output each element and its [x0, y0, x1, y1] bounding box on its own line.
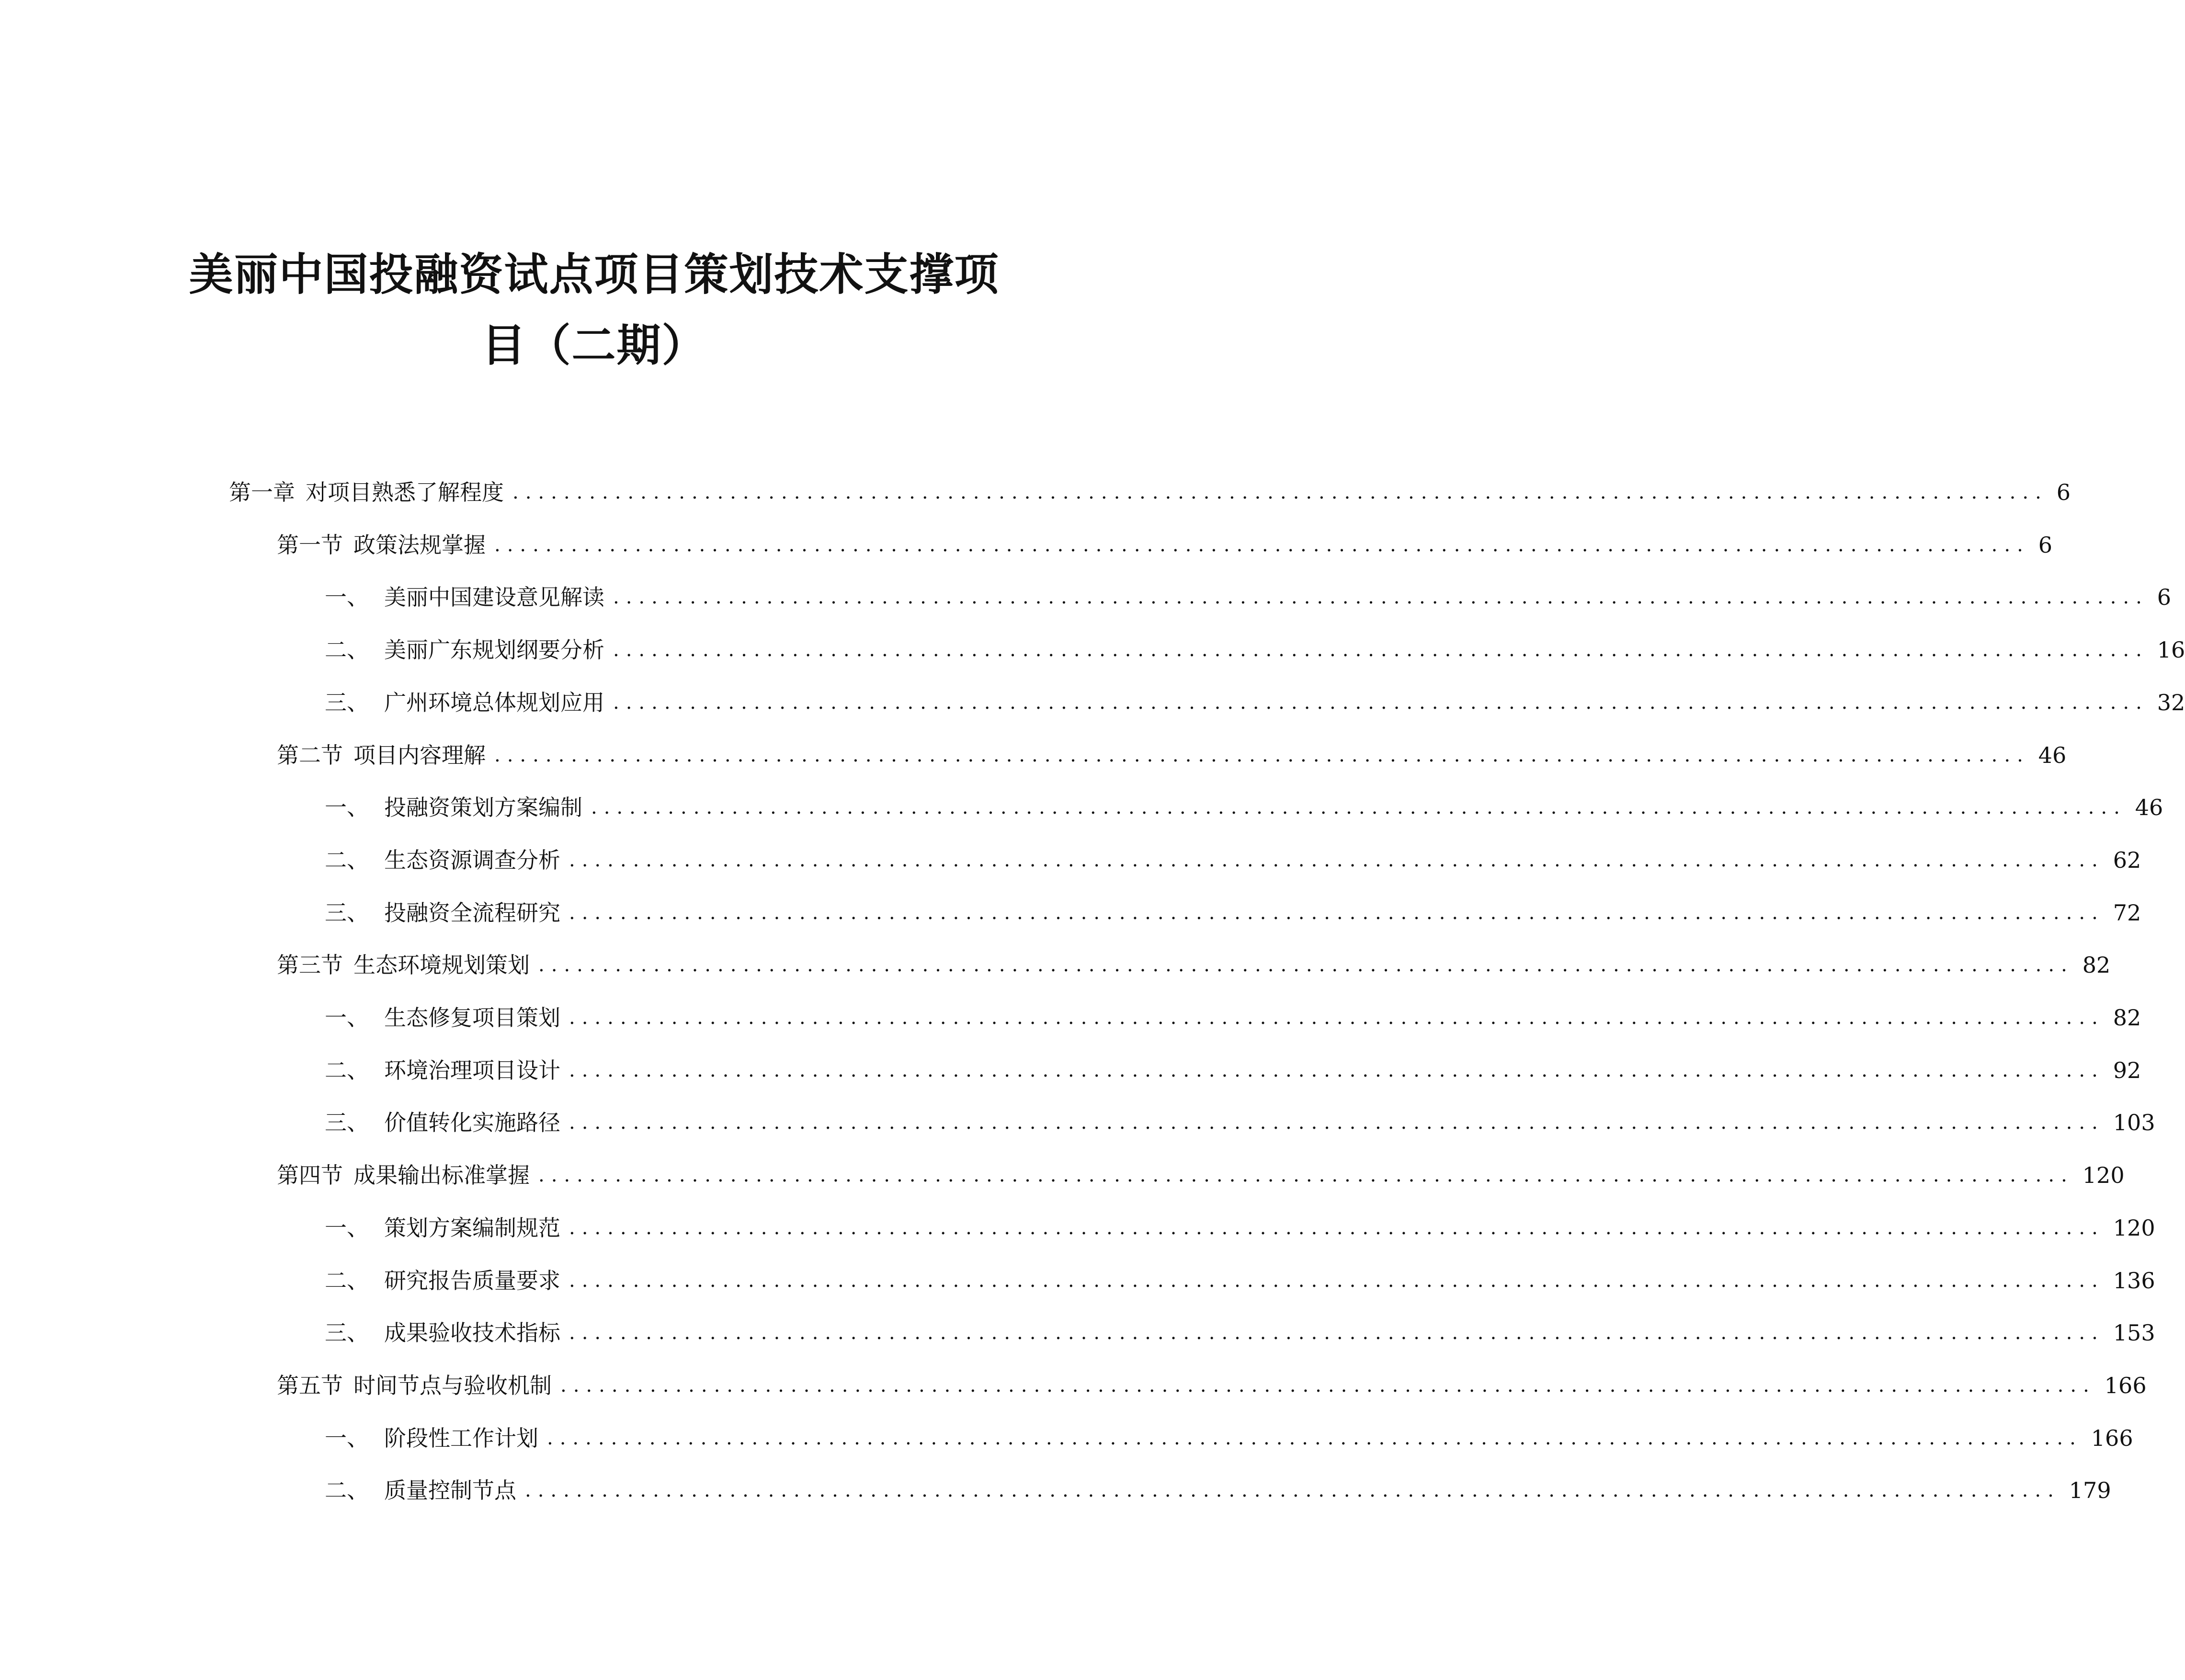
toc-dot-leader: ........................................................................................................................	[538, 1164, 2074, 1187]
toc-entry-number: 二、	[325, 637, 369, 663]
toc-entry[interactable]	[325, 1257, 2155, 1295]
toc-entry-number: 二、	[325, 1267, 369, 1294]
toc-entry-number: 第一节	[277, 532, 343, 558]
toc-entry[interactable]	[277, 1362, 2147, 1400]
toc-entry-label: 投融资策划方案编制	[384, 795, 582, 821]
toc-dot-leader: ........................................................................................................................	[538, 954, 2074, 976]
toc-entry-label: 投融资全流程研究	[384, 899, 560, 926]
toc-entry-page-number: 6	[2038, 532, 2053, 558]
toc-entry-label: 生态资源调查分析	[384, 847, 560, 873]
toc-entry-page-number: 166	[2091, 1425, 2133, 1451]
toc-entry[interactable]	[325, 836, 2141, 874]
toc-entry-label: 策划方案编制规范	[384, 1215, 560, 1241]
toc-entry-number: 一、	[325, 1005, 369, 1031]
toc-entry-label: 成果输出标准掌握	[353, 1162, 530, 1189]
toc-entry-page-number: 46	[2135, 795, 2163, 821]
toc-entry-number: 二、	[325, 1477, 369, 1504]
toc-dot-leader: ........................................................................................................................	[494, 534, 2030, 556]
toc-entry-page-number: 62	[2113, 847, 2141, 873]
toc-entry[interactable]	[325, 889, 2141, 927]
toc-entry-page-number: 136	[2113, 1267, 2155, 1294]
toc-entry-number: 第二节	[277, 742, 343, 768]
toc-entry[interactable]	[277, 941, 2111, 979]
toc-dot-leader: ........................................................................................................................	[569, 1059, 2105, 1081]
toc-entry-page-number: 32	[2157, 689, 2185, 715]
toc-entry[interactable]	[325, 573, 2172, 612]
toc-dot-leader: ........................................................................................................................	[512, 481, 2048, 503]
toc-entry[interactable]	[325, 679, 2185, 717]
toc-entry-label: 环境治理项目设计	[384, 1057, 560, 1083]
toc-entry-page-number: 82	[2082, 952, 2111, 978]
toc-entry[interactable]	[229, 468, 2071, 507]
toc-dot-leader: ........................................................................................................................	[560, 1374, 2096, 1396]
toc-dot-leader: ........................................................................................................................	[591, 796, 2127, 819]
toc-entry-page-number: 16	[2157, 637, 2185, 663]
toc-entry[interactable]	[325, 994, 2141, 1032]
toc-dot-leader: ........................................................................................................................	[569, 1322, 2105, 1344]
toc-entry-number: 一、	[325, 584, 369, 611]
toc-entry-number: 二、	[325, 1057, 369, 1083]
toc-entry-number: 三、	[325, 1110, 369, 1136]
toc-entry-page-number: 153	[2113, 1320, 2155, 1346]
toc-dot-leader: ........................................................................................................................	[613, 639, 2149, 661]
toc-dot-leader: ........................................................................................................................	[569, 849, 2105, 871]
toc-entry-page-number: 120	[2082, 1162, 2125, 1189]
toc-entry-label: 阶段性工作计划	[384, 1425, 538, 1451]
toc-dot-leader: ........................................................................................................................	[494, 744, 2030, 766]
toc-entry-number: 第一章	[229, 479, 295, 505]
toc-entry-label: 生态修复项目策划	[384, 1005, 560, 1031]
toc-entry-page-number: 166	[2104, 1372, 2147, 1398]
toc-entry[interactable]	[325, 1309, 2155, 1347]
document-title-line-2: 目（二期）	[481, 320, 707, 371]
toc-dot-leader: ........................................................................................................................	[547, 1427, 2083, 1449]
toc-entry-label: 质量控制节点	[384, 1477, 516, 1504]
toc-entry[interactable]	[325, 1046, 2141, 1085]
toc-entry-page-number: 179	[2069, 1477, 2111, 1504]
toc-dot-leader: ........................................................................................................................	[613, 691, 2149, 714]
toc-entry-page-number: 72	[2113, 899, 2141, 926]
toc-entry-label: 生态环境规划策划	[353, 952, 530, 978]
toc-entry-page-number: 103	[2113, 1110, 2155, 1136]
toc-dot-leader: ........................................................................................................................	[569, 1269, 2105, 1292]
toc-entry-number: 第四节	[277, 1162, 343, 1189]
toc-entry-label: 时间节点与验收机制	[353, 1372, 552, 1398]
toc-entry-label: 政策法规掌握	[353, 532, 486, 558]
toc-entry-number: 一、	[325, 1215, 369, 1241]
toc-dot-leader: ........................................................................................................................	[525, 1479, 2060, 1502]
toc-dot-leader: ........................................................................................................................	[569, 1007, 2105, 1029]
document-title-line-1: 美丽中国投融资试点项目策划技术支撑项	[189, 249, 1000, 300]
toc-dot-leader: ........................................................................................................................	[569, 1112, 2105, 1134]
toc-entry[interactable]	[325, 626, 2185, 664]
toc-entry[interactable]	[277, 731, 2067, 770]
toc-dot-leader: ........................................................................................................................	[569, 1216, 2105, 1239]
toc-entry-label: 美丽中国建设意见解读	[384, 584, 604, 611]
toc-entry-number: 三、	[325, 1320, 369, 1346]
toc-entry[interactable]	[325, 1099, 2155, 1137]
toc-entry-label: 价值转化实施路径	[384, 1110, 560, 1136]
toc-entry-number: 三、	[325, 899, 369, 926]
toc-entry-page-number: 92	[2113, 1057, 2141, 1083]
toc-entry-label: 对项目熟悉了解程度	[306, 479, 504, 505]
toc-entry-number: 一、	[325, 1425, 369, 1451]
toc-entry-number: 一、	[325, 795, 369, 821]
toc-entry-page-number: 120	[2113, 1215, 2155, 1241]
toc-entry-label: 美丽广东规划纲要分析	[384, 637, 604, 663]
toc-entry-page-number: 82	[2113, 1005, 2141, 1031]
toc-entry[interactable]	[277, 521, 2053, 559]
toc-entry-label: 广州环境总体规划应用	[384, 689, 604, 715]
toc-dot-leader: ........................................................................................................................	[569, 901, 2105, 924]
toc-entry-number: 三、	[325, 689, 369, 715]
toc-entry[interactable]	[277, 1151, 2125, 1190]
toc-entry[interactable]	[325, 1204, 2155, 1242]
toc-entry-label: 项目内容理解	[353, 742, 486, 768]
toc-entry[interactable]	[325, 1414, 2133, 1453]
toc-entry-page-number: 6	[2056, 479, 2071, 505]
toc-entry-number: 第三节	[277, 952, 343, 978]
toc-entry-label: 研究报告质量要求	[384, 1267, 560, 1294]
toc-entry-label: 成果验收技术指标	[384, 1320, 560, 1346]
toc-dot-leader: ........................................................................................................................	[613, 586, 2149, 609]
toc-entry-page-number: 46	[2038, 742, 2067, 768]
toc-entry[interactable]	[325, 1466, 2111, 1505]
toc-entry-number: 二、	[325, 847, 369, 873]
toc-entry-page-number: 6	[2157, 584, 2172, 611]
toc-entry[interactable]	[325, 783, 2163, 822]
toc-entry-number: 第五节	[277, 1372, 343, 1398]
